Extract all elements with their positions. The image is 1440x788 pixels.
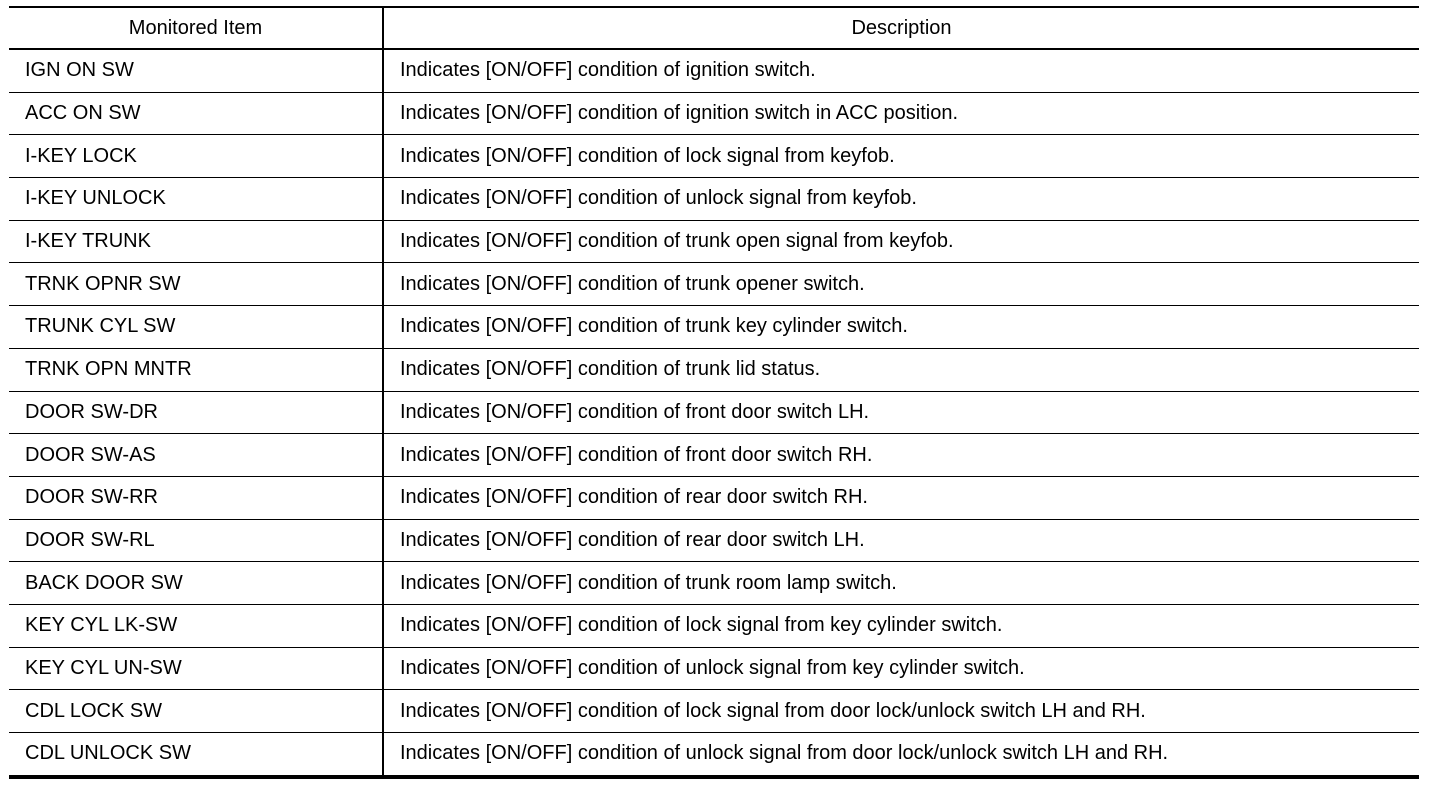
description-cell: Indicates [ON/OFF] condition of unlock signal from key cylinder switch. bbox=[400, 656, 1025, 679]
table-row bbox=[9, 49, 1419, 92]
description-cell: Indicates [ON/OFF] condition of lock signal from keyfob. bbox=[400, 144, 895, 167]
table-row bbox=[9, 348, 1419, 391]
table-row bbox=[9, 178, 1419, 221]
monitored-item-cell: TRNK OPN MNTR bbox=[9, 348, 383, 391]
monitored-item-cell: TRUNK CYL SW bbox=[9, 306, 383, 349]
table-row bbox=[9, 92, 1419, 135]
monitored-item-cell: KEY CYL LK-SW bbox=[9, 604, 383, 647]
description-cell: Indicates [ON/OFF] condition of lock signal from key cylinder switch. bbox=[400, 614, 1003, 637]
table-row bbox=[9, 391, 1419, 434]
description-cell: Indicates [ON/OFF] condition of trunk open signal from keyfob. bbox=[400, 230, 954, 253]
description-cell: Indicates [ON/OFF] condition of front door switch RH. bbox=[400, 443, 873, 466]
header-row bbox=[9, 7, 1419, 49]
table-row bbox=[9, 604, 1419, 647]
description-cell: Indicates [ON/OFF] condition of trunk room lamp switch. bbox=[400, 571, 897, 594]
header-monitored-item: Monitored Item bbox=[9, 7, 383, 49]
description-cell: Indicates [ON/OFF] condition of rear door switch RH. bbox=[400, 486, 868, 509]
monitored-item-cell: I-KEY TRUNK bbox=[9, 220, 383, 263]
table-row bbox=[9, 647, 1419, 690]
description-cell: Indicates [ON/OFF] condition of trunk opener switch. bbox=[400, 272, 865, 295]
monitored-item-cell: DOOR SW-RR bbox=[9, 476, 383, 519]
monitored-item-cell: DOOR SW-AS bbox=[9, 434, 383, 477]
table-row bbox=[9, 690, 1419, 733]
table-row bbox=[9, 220, 1419, 263]
monitored-item-cell: DOOR SW-DR bbox=[9, 391, 383, 434]
monitored-item-cell: I-KEY LOCK bbox=[9, 135, 383, 178]
monitored-item-cell: CDL LOCK SW bbox=[9, 690, 383, 733]
monitored-item-cell: TRNK OPNR SW bbox=[9, 263, 383, 306]
monitored-item-cell: IGN ON SW bbox=[9, 49, 383, 92]
monitored-item-cell: KEY CYL UN-SW bbox=[9, 647, 383, 690]
monitored-item-cell: DOOR SW-RL bbox=[9, 519, 383, 562]
description-cell: Indicates [ON/OFF] condition of lock signal from door lock/unlock switch LH and RH. bbox=[400, 699, 1146, 722]
table-row bbox=[9, 263, 1419, 306]
monitored-item-cell: I-KEY UNLOCK bbox=[9, 178, 383, 221]
description-cell: Indicates [ON/OFF] condition of ignition switch in ACC position. bbox=[400, 102, 959, 125]
table-row bbox=[9, 733, 1419, 777]
monitor-items-table-container bbox=[9, 6, 1419, 779]
table-row bbox=[9, 519, 1419, 562]
description-cell: Indicates [ON/OFF] condition of unlock signal from door lock/unlock switch LH and RH. bbox=[400, 742, 1169, 765]
table-row bbox=[9, 135, 1419, 178]
description-cell: Indicates [ON/OFF] condition of trunk lid status. bbox=[400, 358, 821, 381]
monitored-item-cell: CDL UNLOCK SW bbox=[9, 733, 383, 777]
monitored-item-cell: ACC ON SW bbox=[9, 92, 383, 135]
table-row bbox=[9, 306, 1419, 349]
description-cell: Indicates [ON/OFF] condition of ignition switch. bbox=[400, 59, 816, 82]
description-cell: Indicates [ON/OFF] condition of rear door switch LH. bbox=[400, 528, 865, 551]
description-cell: Indicates [ON/OFF] condition of unlock signal from keyfob. bbox=[400, 187, 917, 210]
monitored-item-cell: BACK DOOR SW bbox=[9, 562, 383, 605]
table-row bbox=[9, 434, 1419, 477]
description-cell: Indicates [ON/OFF] condition of trunk key cylinder switch. bbox=[400, 315, 908, 338]
table-body bbox=[9, 49, 1419, 777]
header-description: Description bbox=[851, 16, 952, 39]
table-row bbox=[9, 476, 1419, 519]
table-row bbox=[9, 562, 1419, 605]
table-header bbox=[9, 7, 1419, 49]
monitor-items-table bbox=[9, 6, 1419, 779]
description-cell: Indicates [ON/OFF] condition of front door switch LH. bbox=[400, 400, 870, 423]
